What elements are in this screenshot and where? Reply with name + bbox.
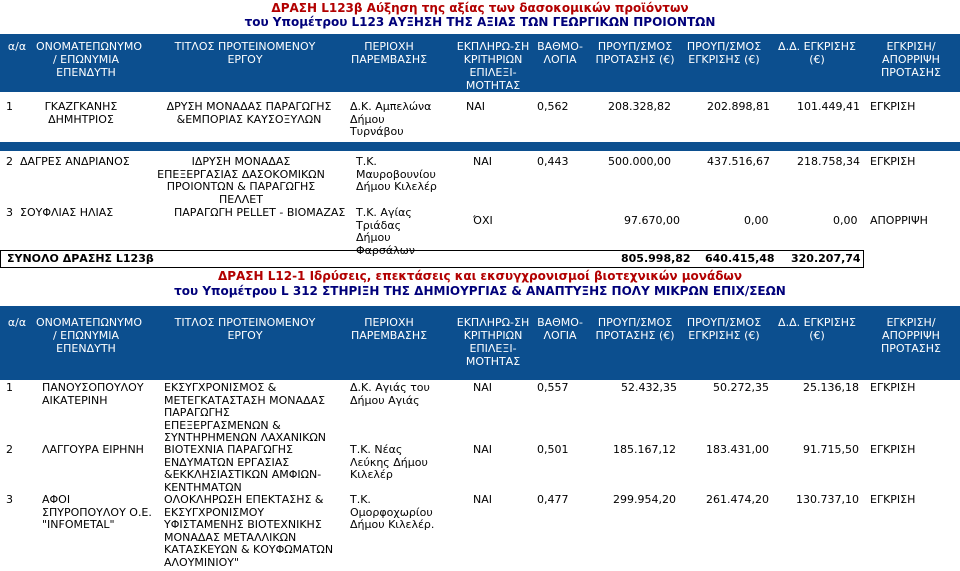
table2-header: α/α ΟΝΟΜΑΤΕΠΩΝΥΜΟ / ΕΠΩΝΥΜΙΑ ΕΠΕΝΔΥΤΗ ΤΙΤΛΟΣ ΠΡΟΤΕΙΝΟΜΕΝΟΥ ΕΡΓΟΥ ΠΕΡΙΟΧΗ ΠΑΡΕΜΒΑΣΗΣ ΕΚΠΛΗΡΩ-ΣΗ ΚΡΙΤΗΡΙΩΝ ΕΠΙΛΕΞΙ-ΜΟΤΗΤΑΣ ΒΑΘΜΟ-ΛΟΓΙΑ ΠΡΟΥΠ/ΣΜΟΣ ΠΡΟΤΑΣΗΣ (€) ΠΡΟΥΠ/ΣΜΟΣ ΕΓΚΡΙΣΗΣ (€) Δ.Δ. ΕΓΚΡΙΣΗΣ (€) ΕΓΚΡΙΣΗ/ ΑΠΟΡΡΙΨΗ ΠΡΟΤΑΣΗΣ: [0, 306, 960, 380]
section1-title: ΔΡΑΣΗ L123β Αύξηση της αξίας των δασοκομικών προϊόντων: [271, 1, 689, 15]
table1-header: [0, 34, 960, 92]
total-label: ΣΥΝΟΛΟ ΔΡΑΣΗΣ L123β: [7, 252, 154, 265]
header-criteria: ΕΚΠΛΗΡΩ-ΣΗ ΚΡΙΤΗΡΙΩΝ ΕΠΙΛΕΞΙ-ΜΟΤΗΤΑΣ: [456, 40, 530, 92]
header-area: ΠΕΡΙΟΧΗ ΠΑΡΕΜΒΑΣΗΣ: [350, 40, 428, 66]
header-budget-prop: ΠΡΟΥΠ/ΣΜΟΣ ΠΡΟΤΑΣΗΣ (€): [595, 40, 675, 66]
row-separator: [0, 142, 960, 151]
header-aa: α/α: [7, 40, 27, 53]
section2-subtitle: του Υπομέτρου L 312 ΣΤΗΡΙΞΗ ΤΗΣ ΔΗΜΙΟΥΡΓΙΑΣ & ΑΝΑΠΤΥΞΗΣ ΠΟΛΥ ΜΙΚΡΩΝ ΕΠΙΧ/ΣΕΩΝ: [174, 284, 786, 298]
header-title: ΤΙΤΛΟΣ ΠΡΟΤΕΙΝΟΜΕΝΟΥ ΕΡΓΟΥ: [174, 40, 316, 66]
header-public-exp: Δ.Δ. ΕΓΚΡΙΣΗΣ (€): [778, 40, 856, 66]
section1-subtitle: του Υπομέτρου L123 ΑΥΞΗΣΗ ΤΗΣ ΑΞΙΑΣ ΤΩΝ ΓΕΩΡΓΙΚΩΝ ΠΡΟΙΟΝΤΩΝ: [244, 15, 716, 29]
section2-title: ΔΡΑΣΗ L12-1 Ιδρύσεις, επεκτάσεις και εκσυγχρονισμοί βιοτεχνικών μονάδων: [217, 269, 743, 283]
total-budget-prop: 805.998,82: [621, 252, 691, 265]
header-decision: ΕΓΚΡΙΣΗ/ ΑΠΟΡΡΙΨΗ ΠΡΟΤΑΣΗΣ: [881, 40, 941, 79]
total-budget-appr: 640.415,48: [705, 252, 775, 265]
header-name: ΟΝΟΜΑΤΕΠΩΝΥΜΟ / ΕΠΩΝΥΜΙΑ ΕΠΕΝΔΥΤΗ: [36, 40, 143, 79]
header-budget-appr: ΠΡΟΥΠ/ΣΜΟΣ ΕΓΚΡΙΣΗΣ (€): [686, 40, 762, 66]
total-public-exp: 320.207,74: [791, 252, 861, 265]
header-score: ΒΑΘΜΟ-ΛΟΓΙΑ: [537, 40, 583, 66]
total-row: [0, 250, 864, 268]
